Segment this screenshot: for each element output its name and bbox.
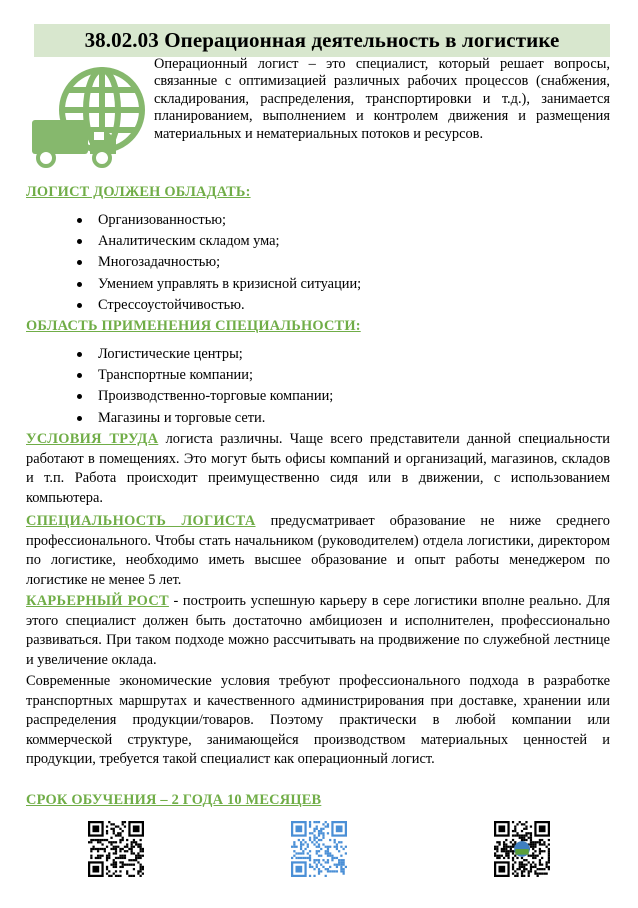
section-heading-qualities: ЛОГИСТ ДОЛЖЕН ОБЛАДАТЬ: [26, 184, 251, 200]
qualities-list [98, 210, 361, 316]
conditions-text: логиста различны. Чаще всего представители данной специальности работают в помещениях. Это могут быть офисы компаний и организаций, магазинов, складов и т.п. Работа происходит преимущественно сидя или в движении, с использованием компьютера. [26, 431, 610, 506]
list-item: Логистические центры; [98, 344, 333, 365]
closing-paragraph: Современные экономические условия требуют профессионального подхода в разработке транспортных маршрутах и качественного администрирования при доставке, хранении или распределения продукции/товаров. Поэтому практически в любой компании или коммерческой структуре, занимающейся производством материальных ценностей и продукции, требуется такой специалист как операционный логист. [26, 673, 610, 768]
list-item: Производственно-торговые компании; [98, 386, 333, 407]
specialty-paragraph [26, 512, 610, 590]
globe-truck-icon [32, 64, 148, 170]
section-heading-application: ОБЛАСТЬ ПРИМЕНЕНИЯ СПЕЦИАЛЬНОСТИ: [26, 318, 361, 334]
application-list [98, 344, 333, 429]
specialty-text: предусматривает образование не ниже среднего профессионального. Чтобы стать начальником (руководителем) отдела логистики, директором по логистике, необходимо иметь высшее образование и опыт работы менеджером по логистике не менее 5 лет. [26, 513, 610, 588]
list-item: Аналитическим складом ума; [98, 231, 361, 252]
qr-code-icon[interactable] [494, 821, 550, 877]
page-title: 38.02.03 Операционная деятельность в логистике [84, 28, 560, 52]
career-text: - построить успешную карьеру в сере логистики вполне реально. Для этого специалист должен быть достаточно амбициозен и исполнителен, профессионально развиваться. При таком подходе можно рассчитывать на продвижение по служебной лестнице и увеличение оклада. [26, 593, 610, 668]
specialty-keyword: СПЕЦИАЛЬНОСТЬ ЛОГИСТА [26, 513, 256, 529]
list-item: Умением управлять в кризисной ситуации; [98, 274, 361, 295]
qr-code-icon[interactable] [88, 821, 144, 877]
list-item: Магазины и торговые сети. [98, 408, 333, 429]
qr-code-icon[interactable] [291, 821, 347, 877]
list-item: Многозадачностью; [98, 252, 361, 273]
list-item: Транспортные компании; [98, 365, 333, 386]
title-bar [34, 24, 610, 57]
intro-text: Операционный логист – это специалист, который решает вопросы, связанные с оптимизацией различных рабочих процессов (снабжения, складирования, распределения, транспортировки и т.д.), занимается планированием, выполнением и контролем движения и размещения материальных и нематериальных потоков и ресурсов. [154, 56, 610, 142]
conditions-paragraph [26, 430, 610, 508]
list-item: Организованностью; [98, 210, 361, 231]
conditions-keyword: УСЛОВИЯ ТРУДА [26, 431, 159, 447]
career-keyword: КАРЬЕРНЫЙ РОСТ [26, 593, 169, 609]
list-item: Стрессоустойчивостью. [98, 295, 361, 316]
duration-heading: СРОК ОБУЧЕНИЯ – 2 ГОДА 10 МЕСЯЦЕВ [26, 792, 322, 808]
career-paragraph [26, 592, 610, 670]
